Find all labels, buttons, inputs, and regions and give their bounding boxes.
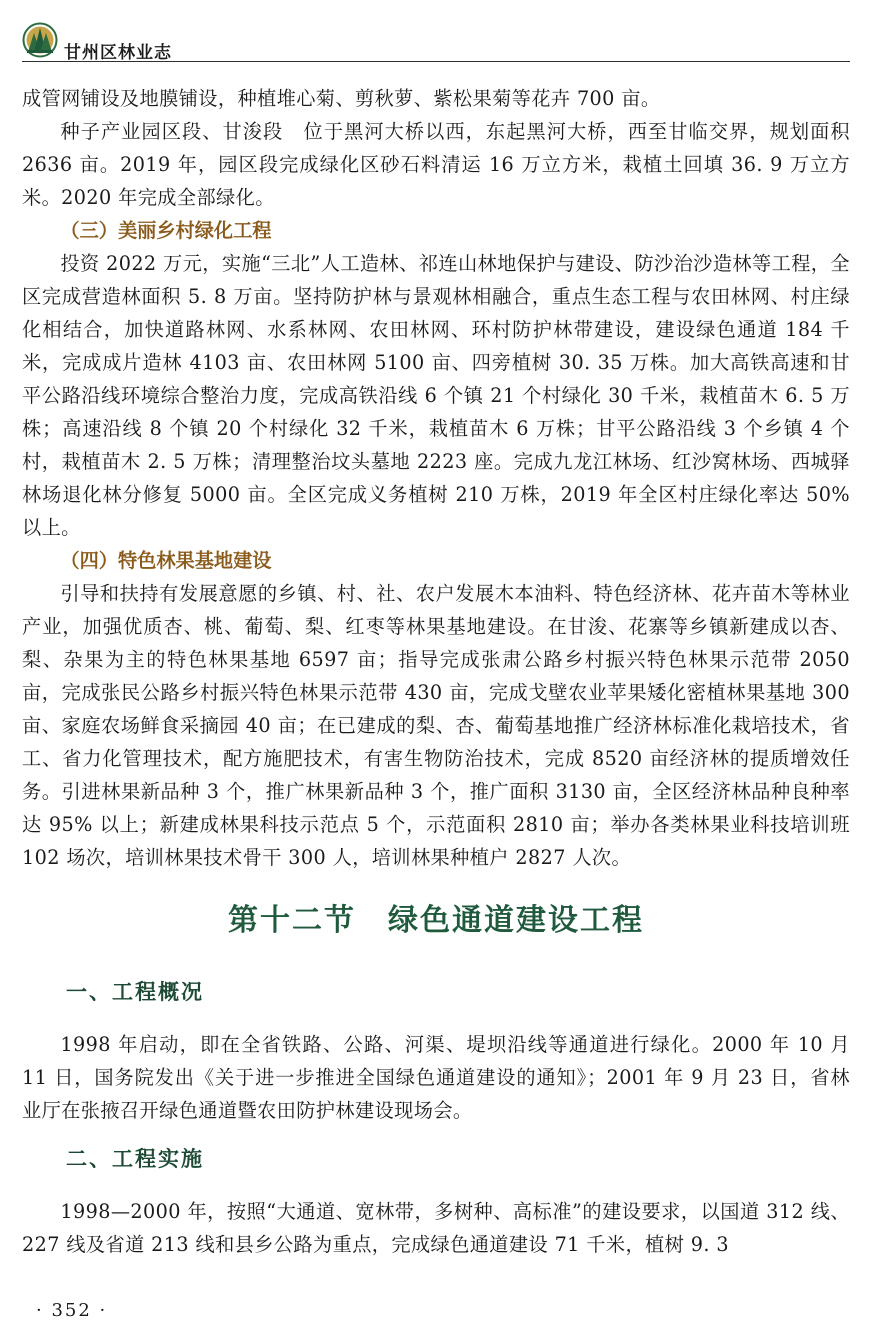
page-number: · 352 · bbox=[36, 1300, 108, 1321]
page-body bbox=[22, 82, 850, 1261]
page-header bbox=[22, 22, 850, 64]
paragraph: 1998—2000 年，按照“大通道、宽林带，多树种、高标准”的建设要求，以国道 312 线、227 线及省道 213 线和县乡公路为重点，完成绿色通道建设 71 千米，植树 9. 3 bbox=[22, 1200, 850, 1256]
paragraph: 1998 年启动，即在全省铁路、公路、河渠、堤坝沿线等通道进行绿化。2000 年 10 月 11 日，国务院发出《关于进一步推进全国绿色通道建设的通知》；2001 年 9 月 23 日，省林业厅在张掖召开绿色通道暨农田防护林建设现场会。 bbox=[22, 1033, 850, 1122]
forest-logo-icon bbox=[22, 22, 58, 58]
sub-heading-fruit-base: （四）特色林果基地建设 bbox=[60, 549, 272, 572]
paragraph: 引导和扶持有发展意愿的乡镇、村、社、农户发展木本油料、特色经济林、花卉苗木等林业产业，加强优质杏、桃、葡萄、梨、红枣等林果基地建设。在甘浚、花寨等乡镇新建成以杏、梨、杂果为主的特色林果基地 6597 亩；指导完成张肃公路乡村振兴特色林果示范带 2050 亩，完成张民公路乡村振兴特色林果示范带 430 亩，完成戈壁农业苹果矮化密植林果基地 300 亩、家庭农场鲜食采摘园 40 亩；在已建成的梨、杏、葡萄基地推广经济林标准化栽培技术，省工、省力化管理技术，配方施肥技术，有害生物防治技术，完成 8520 亩经济林的提质增效任务。引进林果新品种 3 个，推广林果新品种 3 个，推广面积 3130 亩，全区经济林品种良种率达 95% 以上；新建成林果科技示范点 5 个，示范面积 2810 亩；举办各类林果业科技培训班 102 场次，培训林果技术骨干 300 人，培训林果种植户 2827 人次。 bbox=[22, 582, 850, 869]
paragraph: 投资 2022 万元，实施“三北”人工造林、祁连山林地保护与建设、防沙治沙造林等工程，全区完成营造林面积 5. 8 万亩。坚持防护林与景观林相融合，重点生态工程与农田林网、村庄绿化相结合，加快道路林网、水系林网、农田林网、环村防护林带建设，建设绿色通道 184 千米，完成成片造林 4103 亩、农田林网 5100 亩、四旁植树 30. 35 万株。加大高铁高速和甘平公路沿线环境综合整治力度，完成高铁沿线 6 个镇 21 个村绿化 30 千米，栽植苗木 6. 5 万株；高速沿线 8 个镇 20 个村绿化 32 千米，栽植苗木 6 万株；甘平公路沿线 3 个乡镇 4 个村，栽植苗木 2. 5 万株；清理整治坟头墓地 2223 座。完成九龙江林场、红沙窝林场、西城驿林场退化林分修复 5000 亩。全区完成义务植树 210 万株，2019 年全区村庄绿化率达 50% 以上。 bbox=[22, 252, 850, 539]
heading-project-overview: 一、工程概况 bbox=[66, 980, 204, 1004]
paragraph: 成管网铺设及地膜铺设，种植堆心菊、剪秋萝、紫松果菊等花卉 700 亩。 bbox=[22, 87, 661, 110]
sub-heading-beautiful-village: （三）美丽乡村绿化工程 bbox=[60, 219, 272, 242]
paragraph: 种子产业园区段、甘浚段 位于黑河大桥以西，东起黑河大桥，西至甘临交界，规划面积 2636 亩。2019 年，园区段完成绿化区砂石料清运 16 万立方米，栽植土回填 36. 9 万立方米。2020 年完成全部绿化。 bbox=[22, 120, 850, 209]
header-divider bbox=[22, 61, 850, 62]
section-title: 第十二节 绿色通道建设工程 bbox=[228, 903, 644, 938]
heading-project-implementation: 二、工程实施 bbox=[66, 1147, 204, 1171]
book-title: 甘州区林业志 bbox=[64, 43, 172, 63]
